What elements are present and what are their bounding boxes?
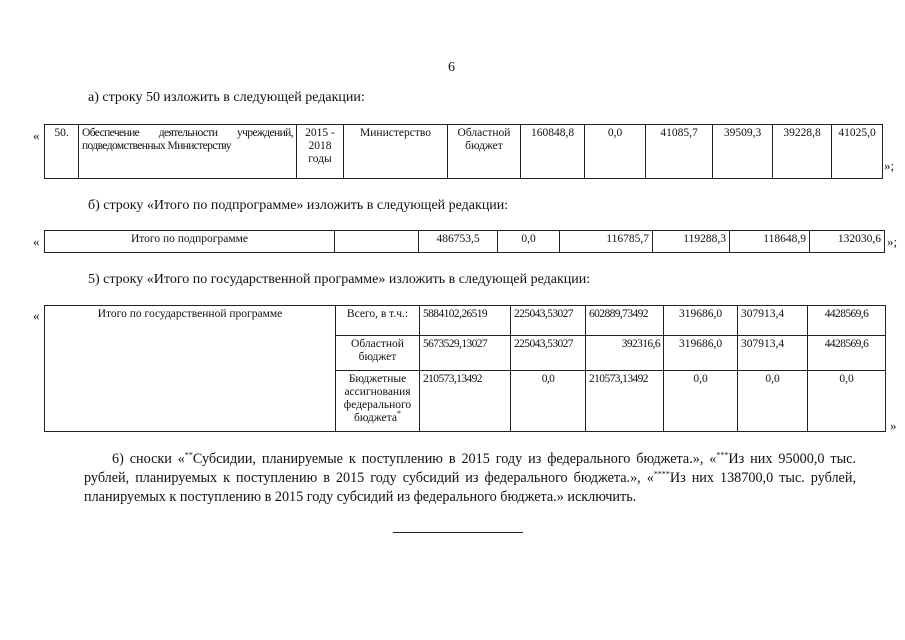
value-cell: 0,0 [664, 370, 738, 432]
table-row-50 [44, 124, 883, 179]
value-cell: 0,0 [738, 370, 808, 432]
value-cell: 319686,0 [664, 336, 738, 370]
value-cell: 5884102,26519 [420, 306, 511, 336]
subprogram-label: Итого по подпрограмме [45, 231, 335, 253]
row-source: Областной бюджет [448, 125, 521, 179]
value-cell: 39509,3 [713, 125, 773, 179]
footnote-mark-3: **** [653, 469, 670, 479]
value-cell: 132030,6 [810, 231, 885, 253]
footnote-mark: * [396, 408, 401, 418]
footnote-text-2: Из них 95000,0 тыс. рублей, планируемых к поступлению в 2015 году субсидий из федерального бюджета.», « [84, 451, 856, 486]
instruction-a: а) строку 50 изложить в следующей редакции: [88, 90, 365, 105]
value-cell: 41085,7 [646, 125, 713, 179]
value-cell: 41025,0 [832, 125, 883, 179]
closing-divider [393, 532, 523, 533]
open-quote-b: « [33, 234, 40, 249]
value-cell: 39228,8 [773, 125, 832, 179]
footnote-paragraph [84, 450, 856, 507]
footnote-mark-2: *** [716, 450, 729, 460]
row-name: Обеспечение деятельности учреждений, подведомственных Министерству [79, 125, 297, 179]
footnote-lead: 6) сноски « [112, 451, 185, 467]
row-number: 50. [45, 125, 79, 179]
source-cell: Всего, в т.ч.: [336, 306, 420, 336]
page-number: 6 [448, 60, 455, 75]
value-cell: 0,0 [511, 370, 586, 432]
value-cell: 602889,73492 [586, 306, 664, 336]
row-executor: Министерство [344, 125, 448, 179]
value-cell: 160848,8 [521, 125, 585, 179]
close-quote-a: »; [884, 158, 895, 173]
footnote-text-3: Из них 138700,0 тыс. рублей, планируемых к поступлению в 2015 году субсидий из федерального бюджета.» исключить. [84, 470, 856, 505]
close-quote-c: » [890, 418, 897, 433]
value-cell: 225043,53027 [511, 336, 586, 370]
value-cell: 119288,3 [653, 231, 730, 253]
value-cell: 486753,5 [419, 231, 498, 253]
table-subprogram-total [44, 230, 885, 253]
open-quote-c: « [33, 308, 40, 323]
value-cell: 225043,53027 [511, 306, 586, 336]
value-cell: 116785,7 [560, 231, 653, 253]
table-program-total [44, 305, 886, 432]
footnote-text-1: Субсидии, планируемые к поступлению в 2015 году из федерального бюджета.», « [192, 451, 717, 467]
value-cell: 4428569,6 [808, 336, 886, 370]
instruction-b: б) строку «Итого по подпрограмме» изложить в следующей редакции: [88, 198, 509, 213]
value-cell: 0,0 [498, 231, 560, 253]
value-cell: 0,0 [808, 370, 886, 432]
value-cell: 307913,4 [738, 306, 808, 336]
source-text: Бюджетные ассигнования федерального бюджета [343, 372, 412, 424]
value-cell: 392316,6 [586, 336, 664, 370]
footnote-mark-1: ** [184, 450, 193, 460]
row-years: 2015 - 2018 годы [297, 125, 344, 179]
empty-cell [335, 231, 419, 253]
source-cell: Областной бюджет [336, 336, 420, 370]
value-cell: 319686,0 [664, 306, 738, 336]
value-cell: 210573,13492 [420, 370, 511, 432]
value-cell: 0,0 [585, 125, 646, 179]
value-cell: 210573,13492 [586, 370, 664, 432]
close-quote-b: »; [887, 234, 898, 249]
open-quote-a: « [33, 128, 40, 143]
value-cell: 4428569,6 [808, 306, 886, 336]
value-cell: 307913,4 [738, 336, 808, 370]
program-label: Итого по государственной программе [45, 306, 336, 432]
instruction-c: 5) строку «Итого по государственной программе» изложить в следующей редакции: [88, 272, 591, 287]
value-cell: 5673529,13027 [420, 336, 511, 370]
source-cell [336, 370, 420, 432]
value-cell: 118648,9 [730, 231, 810, 253]
